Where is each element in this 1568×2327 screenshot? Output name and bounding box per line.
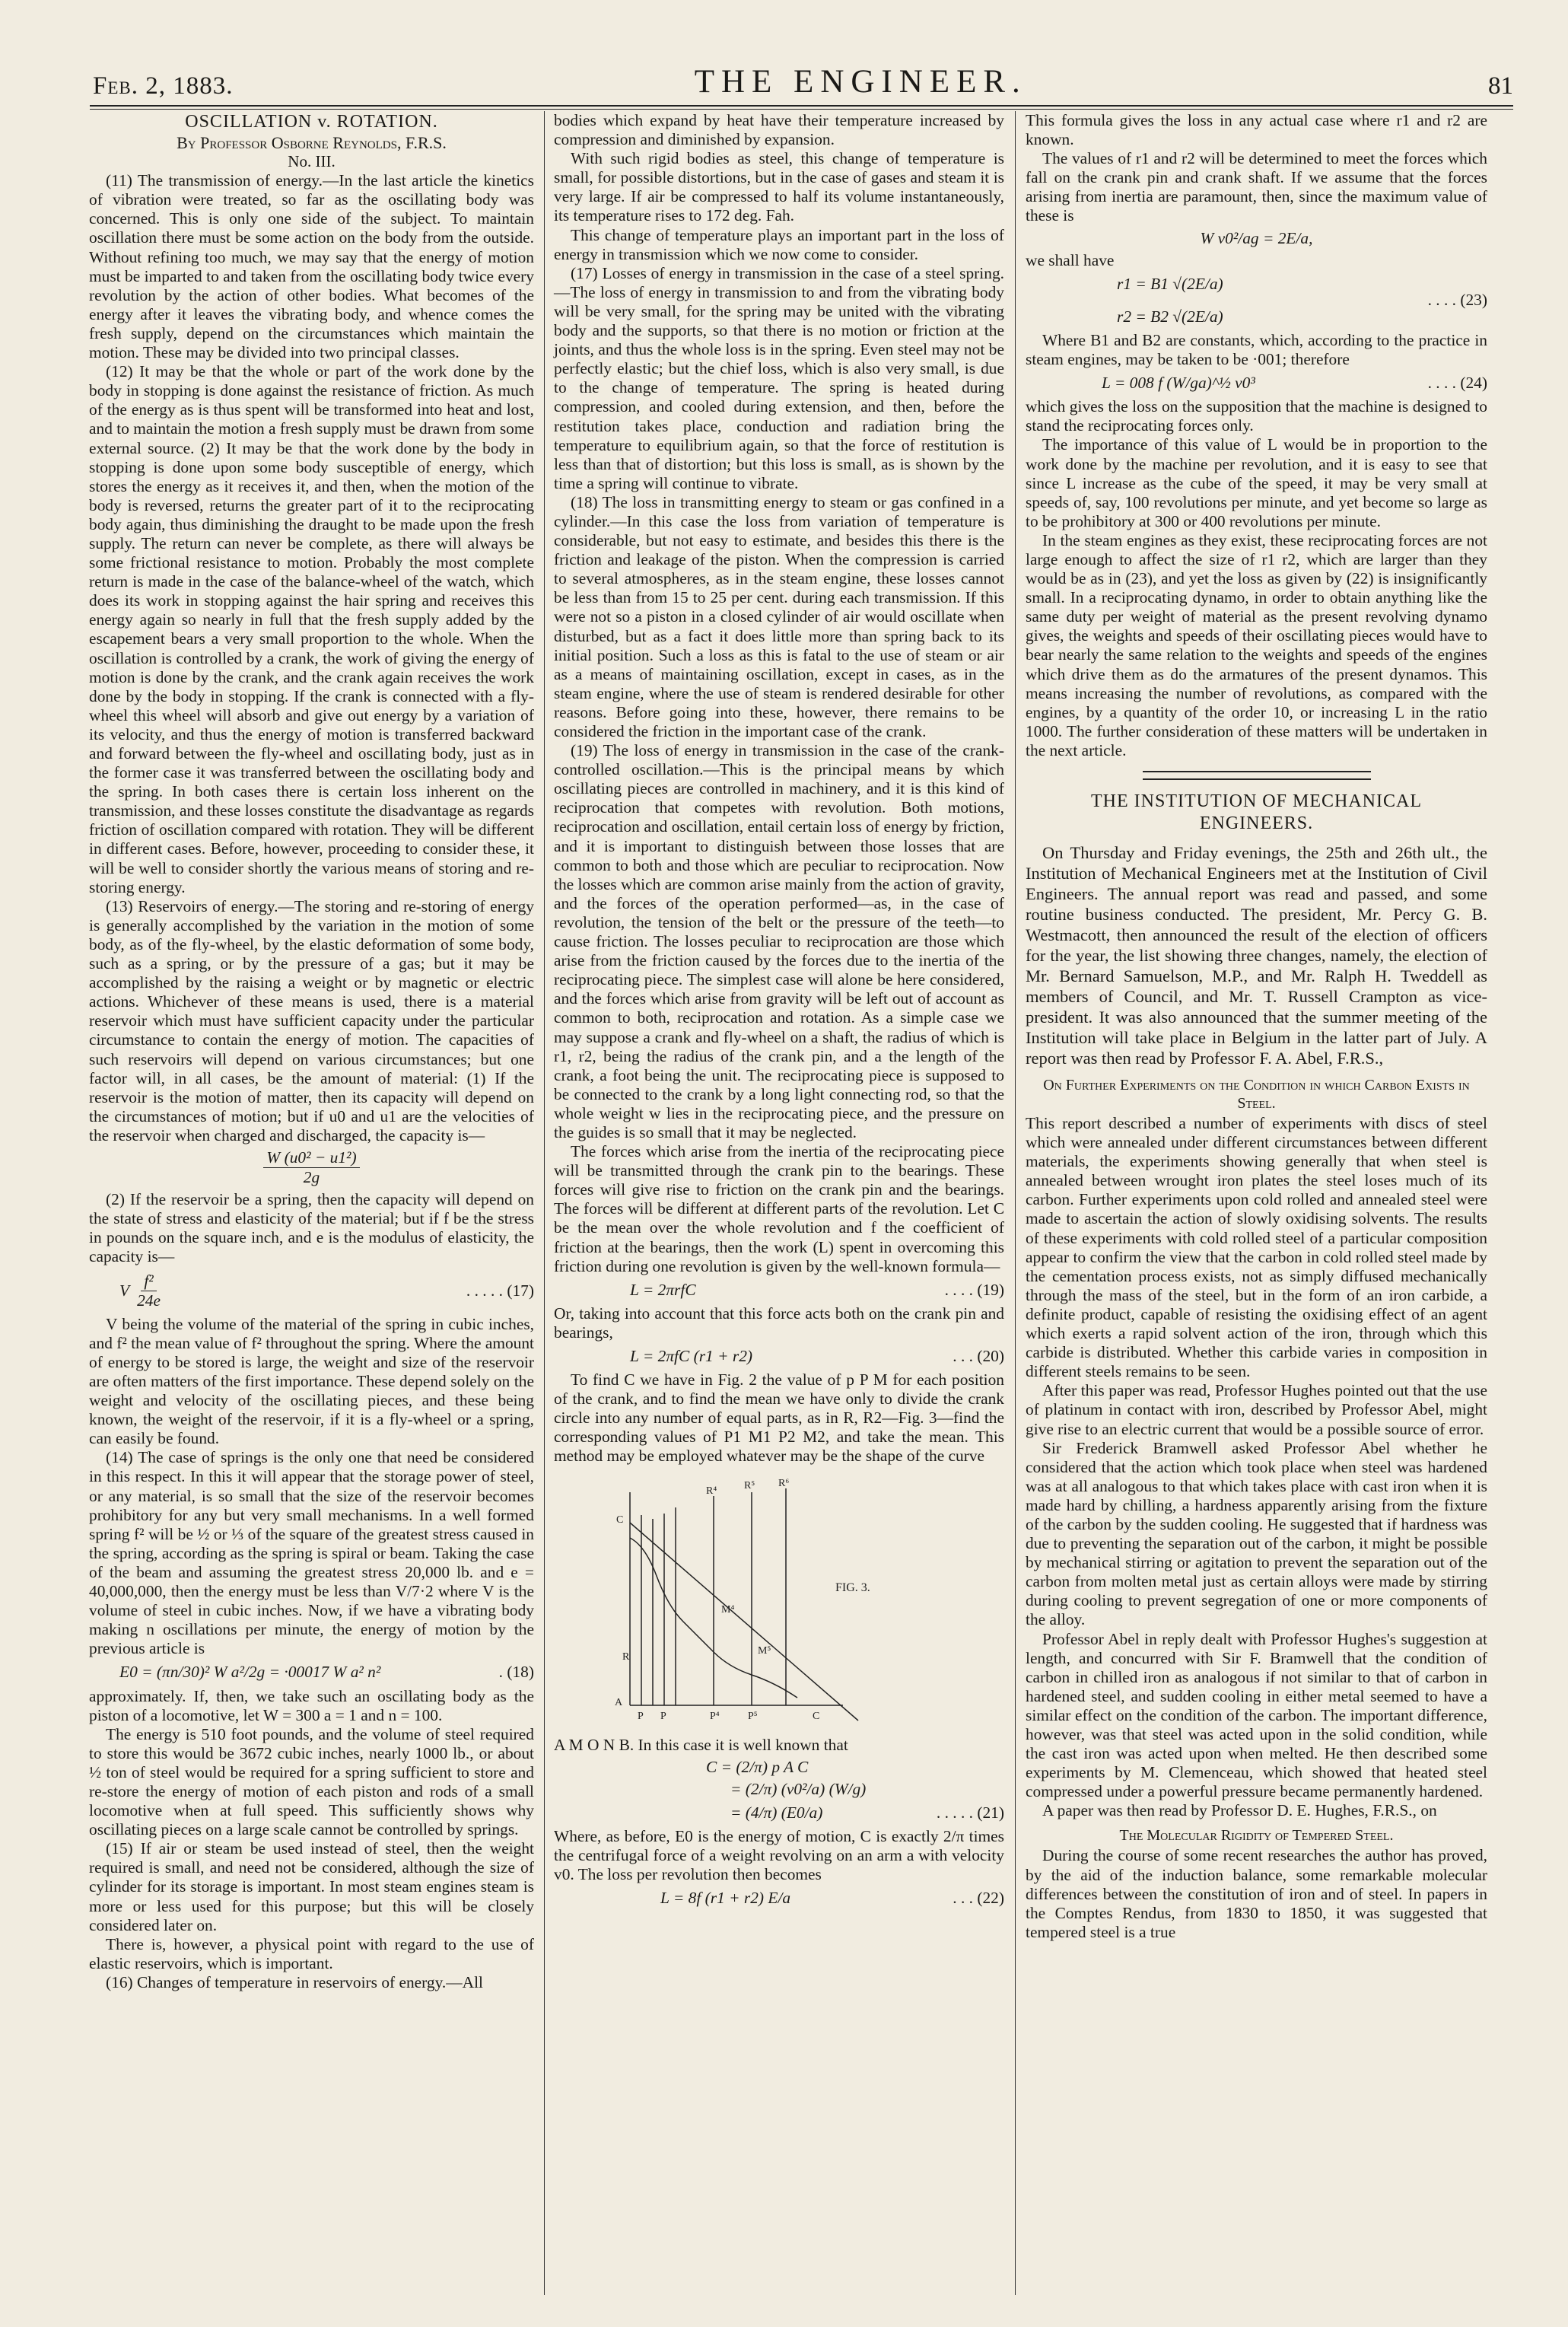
paragraph: (15) If air or steam be used instead of steel, then the weight required is small, and need not be considered, although the size of cylinder for its storage is important. In most steam engines steam is more or less used for this purpose; but this will be closely considered later on. bbox=[89, 1839, 534, 1934]
column-divider-2 bbox=[1015, 111, 1016, 2295]
svg-text:R⁵: R⁵ bbox=[744, 1479, 755, 1491]
equation-23 bbox=[1117, 275, 1487, 326]
paragraph: bodies which expand by heat have their temperature increased by compression and diminished by expansion. bbox=[554, 111, 1004, 149]
svg-text:C: C bbox=[813, 1710, 820, 1722]
equation-number: . . . . (23) bbox=[1427, 291, 1487, 310]
equation-21b bbox=[730, 1780, 1004, 1799]
paragraph: To find C we have in Fig. 2 the value of p P M for each position of the crank, and to find the mean we have only to divide the crank circle into any number of equal parts, as in R, R2—Fig. 3—find the corresponding values of P1 M1 P2 M2, and take the mean. This method may be employed whatever may be the shape of the curve bbox=[554, 1370, 1004, 1466]
paragraph: In the steam engines as they exist, these reciprocating forces are not large enough to affect the size of r1 r2, which are larger than they would be as in (23), and yet the loss as given by (22) is insignificantly small. In a reciprocating dynamo, in order to obtain anything like the same duty per weight of material as the present revolving dynamo gives, the weights and speeds of their oscillating pieces would have to bear nearly the same relation to the weights and speeds of the engines which drive them as do the armatures of the present dynamos. This means increasing the number of revolutions, as compared with the engines, by a quantity of the order 10, or increasing L in the ratio 1000. The further consideration of these matters will be undertaken in the next article. bbox=[1026, 530, 1487, 759]
equation-22 bbox=[584, 1889, 1004, 1908]
eq-body: L = 2πfC (r1 + r2) bbox=[630, 1347, 753, 1365]
article-title: OSCILLATION v. ROTATION. bbox=[185, 112, 438, 132]
header-rule bbox=[90, 105, 1513, 107]
issue-date: Feb. 2, 1883. bbox=[93, 72, 234, 100]
paragraph: During the course of some recent researches the author has proved, by the aid of the induction balance, some remarkable molecular differences between the constitution of iron and of steel. In papers in the Comptes Rendus, from 1830 to 1850, it was suggested that tempered steel is a true bbox=[1026, 1846, 1487, 1941]
svg-text:M⁴: M⁴ bbox=[721, 1603, 735, 1616]
paragraph: V being the volume of the material of the spring in cubic inches, and f² the mean value of f² throughout the spring. Where the amount of energy to be stored is large, the weight and size of the reservoir are often matters of the first importance. These depend solely on the weight and velocity of the oscillating pieces, and these being known, the weight of the reservoir, if it is a fly-wheel or a spring, can easily be found. bbox=[89, 1314, 534, 1448]
eq-body: L = 2πrfC bbox=[630, 1280, 696, 1299]
paragraph: (16) Changes of temperature in reservoirs of energy.—All bbox=[106, 1972, 483, 1991]
equation-17 bbox=[119, 1272, 534, 1310]
paragraph: approximately. If, then, we take such an oscillating body as the piston of a locomotive, let W = 300 a = 1 and n = 100. bbox=[89, 1686, 534, 1724]
eq-body: L = 008 f (W/ga)^½ v0³ bbox=[1102, 374, 1255, 393]
eq-body: C = (2/π) p A C bbox=[706, 1757, 809, 1776]
paragraph: we shall have bbox=[1026, 250, 1115, 269]
paragraph: The energy is 510 foot pounds, and the volume of steel required to store this would be 3672 cubic inches, nearly 1000 lb., or about ½ ton of steel would be required for a spring sufficient to store and re-store the energy of motion of each piston and rods of a small locomotive when at full speed. This sufficiently shows why oscillating pieces on a large scale cannot be controlled by springs. bbox=[89, 1724, 534, 1839]
equation-number: . . . . . (21) bbox=[936, 1803, 1004, 1822]
article-byline: By Professor Osborne Reynolds, F.R.S. bbox=[177, 133, 447, 152]
subheading: On Further Experiments on the Condition in which Carbon Exists in Steel. bbox=[1043, 1077, 1470, 1112]
paragraph: Sir Frederick Bramwell asked Professor Abel whether he considered that the action which took place when steel was hardened was at all analogous to that which takes place with cast iron when it is made hard by chilling, a hardness apparently arising from the fixture of the carbon by the sudden cooling. He suggested that if hardness was due to preventing the separation out of the carbon, it might be possible by mechanical stirring or agitation to prevent the separation out of the carbon from molten metal just as certain alloys were made by stirring during cooling to prevent segregation of one or more components of the alloy. bbox=[1026, 1438, 1487, 1629]
svg-text:R⁴: R⁴ bbox=[706, 1485, 717, 1497]
section-divider bbox=[1143, 771, 1371, 780]
paragraph: A M O N B. In this case it is well known that bbox=[554, 1735, 848, 1754]
equation-max bbox=[1026, 229, 1487, 248]
paragraph: This change of temperature plays an important part in the loss of energy in transmission which we now come to consider. bbox=[554, 225, 1004, 263]
equation-21a bbox=[706, 1758, 1004, 1777]
paragraph: On Thursday and Friday evenings, the 25th and 26th ult., the Institution of Mechanical Engineers met at the Institution of Civil Engineers. The annual report was read and passed, and some routine business conducted. The president, Mr. Percy G. B. Westmacott, then announced the result of the election of officers for the year, the list showing three changes, namely, the election of Mr. Bernard Samuelson, M.P., and Mr. Ralph H. Tweddell as members of Council, and Mr. T. Russell Crampton as vice-president. It was also announced that the summer meeting of the Institution will take place in Belgium in the latter part of July. A report was then read by Professor F. A. Abel, F.R.S., bbox=[1026, 843, 1487, 1068]
equation-number: . . . . . (17) bbox=[466, 1281, 534, 1300]
column-1 bbox=[89, 111, 534, 1992]
paragraph: This formula gives the loss in any actual case where r1 and r2 are known. bbox=[1026, 111, 1487, 149]
eq-body: r2 = B2 √(2E/a) bbox=[1117, 307, 1223, 326]
eq-numerator: f² bbox=[141, 1272, 156, 1291]
paragraph: (17) Losses of energy in transmission in the case of a steel spring.—The loss of energy in transmission to and from the vibrating body will be very small, for the spring may be united with the vibrating body and the supports, so that there is no motion or friction at the joints, and thus the whole loss is in the spring. Even steel may not be perfectly elastic; but the chief loss, which is also very small, is due to the change of temperature. The spring is heated during compression, and cooled during extension, and then, before the restitution takes place, conduction and radiation bring the temperature to equilibrium again, so that the force of restitution is less than that of distortion; but this loss is small, as is shown by the time a spring will continue to vibrate. bbox=[554, 263, 1004, 492]
eq-body: L = 8f (r1 + r2) E/a bbox=[660, 1889, 791, 1908]
crank-diagram-figure bbox=[584, 1477, 911, 1728]
equation-18 bbox=[119, 1663, 534, 1682]
equation-19 bbox=[584, 1281, 1004, 1300]
svg-text:C: C bbox=[616, 1514, 624, 1526]
paragraph: (2) If the reservoir be a spring, then the capacity will depend on the state of stress and elasticity of the material; but if f be the stress in pounds on the square inch, and e is the modulus of elasticity, the capacity is— bbox=[89, 1190, 534, 1266]
eq-denominator: 2g bbox=[303, 1168, 320, 1187]
header-rule-thin bbox=[90, 109, 1513, 110]
svg-text:P⁵: P⁵ bbox=[748, 1710, 758, 1722]
paragraph: (14) The case of springs is the only one that need be considered in this respect. In this it will appear that the storage power of steel, or any material, is so small that the size of the reservoir becomes prohibitory for any but very small mechanisms. In a well formed spring f² will be ½ or ⅓ of the square of the greatest stress caused in the spring, according as the spring is spiral or beam. Taking the case of the beam and assuming the greatest stress 20,000 lb. and e = 40,000,000, then the energy must be less than V/7·2 where V is the volume of steel in cubic inches. Now, if we have a vibrating body making n oscillations per minute, the energy of motion by the previous article is bbox=[89, 1448, 534, 1658]
paragraph: This report described a number of experiments with discs of steel which were annealed under different circumstances between different materials, the experiments showing generally that when steel is annealed between wrought iron plates the steel loses much of its carbon. Further experiments upon cold rolled and annealed steel were made to ascertain the action of slowly oxidising solvents. The results of these experiments with cold rolled steel of a particular composition appear to confirm the view that the carbon in cold rolled steel made by the cementation process exists, not as simply diffused mechanically through the mass of the steel, but in the form of an iron carbide, a definite product, capable of resisting the oxidising effect of an agent which exerts a rapid solvent action of the iron, through which this carbide is distributed. Whether this carbide varies in composition in different steels remains to be seen. bbox=[1026, 1114, 1487, 1381]
eq-body: = (2/π) (v0²/a) (W/g) bbox=[730, 1779, 867, 1798]
paragraph: Where, as before, E0 is the energy of motion, C is exactly 2/π times the centrifugal force of a weight revolving on an arm a with velocity v0. The loss per revolution then becomes bbox=[554, 1826, 1004, 1884]
equation-capacity bbox=[89, 1148, 534, 1187]
paragraph: After this paper was read, Professor Hughes pointed out that the use of platinum in contact with iron, described by Professor Abel, might give rise to an electric current that would be a possible source of error. bbox=[1026, 1381, 1487, 1438]
figure-label: FIG. 3. bbox=[835, 1581, 870, 1594]
svg-text:R⁶: R⁶ bbox=[778, 1477, 790, 1489]
svg-text:P: P bbox=[660, 1710, 666, 1722]
column-3 bbox=[1026, 111, 1487, 1942]
paragraph: The importance of this value of L would be in proportion to the work done by the machine per revolution, and it is easy to see that since L increase as the cube of the speed, it may be very small at speeds of, say, 100 revolutions per minute, and yet become so large as to be prohibitory at 300 or 400 revolutions per minute. bbox=[1026, 435, 1487, 530]
journal-title: THE ENGINEER. bbox=[694, 64, 1027, 100]
paragraph: With such rigid bodies as steel, this change of temperature is small, for possible distortions, but in the case of gases and steam it is very large. If air be compressed to half its volume instantaneously, its temperature rises to 172 deg. Fah. bbox=[554, 149, 1004, 225]
equation-number: . . . (20) bbox=[953, 1347, 1004, 1365]
svg-text:M⁵: M⁵ bbox=[758, 1644, 771, 1657]
equation-number: . . . . (19) bbox=[944, 1280, 1004, 1299]
paragraph: (19) The loss of energy in transmission in the case of the crank-controlled oscillation.—This is the principal means by which oscillating pieces are controlled in machinery, and it is this kind of reciprocation that competes with revolution. Both motions, reciprocation and oscillation, entail certain loss of energy by friction, and it is important to distinguish between those losses that are common to both and those which are peculiar to reciprocation. Now the losses which are common arise mainly from the action of gravity, and the forces of the operation performed—as, in the case of revolution, the tension of the belt or the pressure of the teeth—to cause friction. The losses peculiar to reciprocation are those which arise from the friction caused by the forces due to the inertia of the reciprocating piece. The simplest case will alone be here considered, and the forces which arise from gravity will be left out of account as common to both, reciprocation and rotation. As a simple case we may suppose a crank and fly-wheel on a shaft, the radius of which is r1, r2, being the radius of the crank pin, and a the length of the crank, a foot being the unit. The reciprocating piece is supposed to be connected to the crank by a long light connecting rod, so that the whole weight w lies in the reciprocating piece, and the pressure on the guides is so small that it may be neglected. bbox=[554, 741, 1004, 1141]
subheading: The Molecular Rigidity of Tempered Steel. bbox=[1119, 1827, 1394, 1845]
paragraph: The values of r1 and r2 will be determined to meet the forces which fall on the crank pin and crank shaft. If we assume that the forces arising from inertia are paramount, then, since the maximum value of these is bbox=[1026, 149, 1487, 225]
eq-body: E0 = (πn/30)² W a²/2g = ·00017 W a² n² bbox=[119, 1663, 381, 1682]
svg-text:A: A bbox=[615, 1696, 623, 1708]
svg-text:P: P bbox=[638, 1710, 644, 1722]
eq-lhs: V bbox=[119, 1281, 130, 1300]
equation-24 bbox=[1056, 374, 1487, 393]
paragraph: Or, taking into account that this force acts both on the crank pin and bearings, bbox=[554, 1304, 1004, 1342]
column-divider-1 bbox=[544, 111, 545, 2295]
paragraph: (11) The transmission of energy.—In the last article the kinetics of vibration were treated, so far as the oscillating body was concerned. This is only one side of the subject. To maintain oscillation there must be some action on the body from the outside. Without refining too much, we may say that the energy of motion must be imparted to and taken from the oscillating body twice every revolution by the action of other bodies. What becomes of the energy after it leaves the vibrating body, and whence comes the fresh supply, depend on the circumstances which maintain the motion. These may be divided into two principal classes. bbox=[89, 171, 534, 362]
equation-20 bbox=[584, 1347, 1004, 1366]
eq-body: W v0²/ag = 2E/a, bbox=[1200, 228, 1313, 247]
article-title: THE INSTITUTION OF MECHANICAL ENGINEERS. bbox=[1091, 791, 1422, 833]
running-head bbox=[93, 62, 1513, 100]
equation-21c bbox=[730, 1803, 1004, 1822]
paragraph: A paper was then read by Professor D. E. Hughes, F.R.S., on bbox=[1042, 1801, 1437, 1820]
column-2 bbox=[554, 111, 1004, 1912]
paragraph: (13) Reservoirs of energy.—The storing and re-storing of energy is generally accomplished by the variation in the motion of some body, as of the fly-wheel, by the elastic deformation of some body, such as a spring, or by the pressure of a gas; but it may be accomplished by the raising a weight or by magnetic or electric actions. Whichever of these means is used, there is a material reservoir which must have sufficient capacity under the particular circumstance to contain the energy of motion. The capacities of such reservoirs will depend on various circumstances; but one factor will, in all cases, be the amount of material: (1) If the reservoir is the motion of matter, then its capacity will depend on the circumstances of motion; but if u0 and u1 are the velocities of the reservoir when charged and discharged, the capacity is— bbox=[89, 896, 534, 1144]
page-number: 81 bbox=[1487, 72, 1513, 100]
article-number: No. III. bbox=[288, 152, 336, 171]
paragraph: (12) It may be that the whole or part of the work done by the body in stopping is done against the resistance of friction. As much of the energy as is thus spent will be transformed into heat and lost, and to maintain the motion a fresh supply must be drawn from some external source. (2) It may be that the work done by the body in stopping is done upon some body susceptible of energy, which stores the energy as it receives it, and then, when the motion of the body is reversed, returns the greater part of it to the reciprocating body again, thus diminishing the draught to be made upon the fresh supply. The return can never be complete, as there will always be some frictional resistance to motion. Probably the most complete return is made in the case of the balance-wheel of the watch, which does its work in stopping against the hair spring and receives this energy again so nearly in full that the fresh supply added by the escapement bears a very small proportion to the whole. When the oscillation is controlled by a crank, the work of giving the energy of motion is done by the crank, and the crank again receives the work done by the body in stopping. If the crank is connected with a fly-wheel this wheel will absorb and give out energy by a variation of its velocity, and thus the energy of motion is transferred backward and forward between the fly-wheel and oscillating body, just as in the former case it was transferred between the oscillating body and the spring. In both cases there is certain loss inherent on the transmission, and these losses constitute the disadvantage as regards friction of oscillation compared with rotation. They will be different in different cases. Before, however, proceeding to consider these, it will be well to consider shortly the various means of storing and re-storing energy. bbox=[89, 362, 534, 896]
svg-text:P⁴: P⁴ bbox=[710, 1710, 720, 1722]
svg-text:R: R bbox=[622, 1651, 630, 1663]
paragraph: Professor Abel in reply dealt with Professor Hughes's suggestion at length, and concurred with Sir F. Bramwell that the condition of carbon in chilled iron as analogous if not similar to that of carbon in hardened steel, and sudden cooling in either metal seemed to have a similar effect on the condition of the carbon. The important difference, however, was that steel was acted upon in the solid condition, while the cast iron was acted upon when melted. He then described some experiments by M. Clemenceau, which showed that heated steel compressed under a powerful pressure became permanently hardened. bbox=[1026, 1629, 1487, 1801]
paragraph: The forces which arise from the inertia of the reciprocating piece will be transmitted through the crank pin to the bearings. These forces will give rise to friction on the crank pin and the bearings. The forces will be different at different parts of the revolution. Let C be the mean over the whole revolution and f the coefficient of friction at the bearings, then the work (L) spent in overcoming this friction during one revolution is given by the well-known formula— bbox=[554, 1142, 1004, 1275]
equation-number: . . . (22) bbox=[953, 1889, 1004, 1908]
eq-body: = (4/π) (E0/a) bbox=[730, 1803, 823, 1822]
paragraph: Where B1 and B2 are constants, which, according to the practice in steam engines, may be taken to be ·001; therefore bbox=[1026, 330, 1487, 369]
equation-number: . . . . (24) bbox=[1427, 374, 1487, 393]
paragraph: There is, however, a physical point with regard to the use of elastic reservoirs, which is important. bbox=[89, 1934, 534, 1972]
paragraph: (18) The loss in transmitting energy to steam or gas confined in a cylinder.—In this case the loss from variation of temperature is considerable, but not easy to estimate, and besides this there is the friction and leakage of the piston. When the compression is carried to several atmospheres, as in the steam engine, these losses cannot be less than from 15 to 25 per cent. during each transmission. If this were not so a piston in a closed cylinder of air would oscillate when disturbed, but as a fact it does little more than spring back to its initial position. Such a loss as this is fatal to the use of steam or air as a means of maintaining oscillation, except in cases, as in the steam engine, where the use of steam is rendered desirable for other reasons. Before going into these, however, there remains to be considered the friction in the important case of the crank. bbox=[554, 492, 1004, 740]
eq-body: r1 = B1 √(2E/a) bbox=[1117, 274, 1223, 293]
paragraph: which gives the loss on the supposition that the machine is designed to stand the reciprocating forces only. bbox=[1026, 397, 1487, 435]
eq-numerator: W (u0² − u1²) bbox=[263, 1148, 359, 1168]
eq-denominator: 24e bbox=[137, 1291, 161, 1310]
equation-number: . (18) bbox=[498, 1663, 534, 1682]
